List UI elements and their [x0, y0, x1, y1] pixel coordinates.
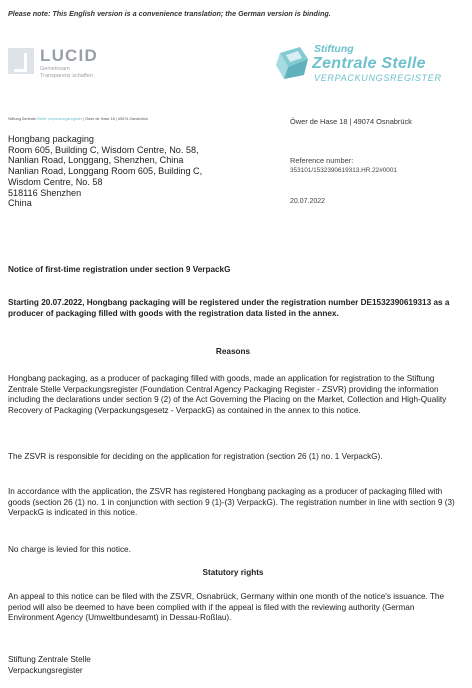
- statutory-rights-paragraph: An appeal to this notice can be filed with the ZSVR, Osnabrück, Germany within one month of the notice's issuance. The period will also be deemed to have been complied with if the appeal is filed with the reviewing authority (German Environment Agency (Umweltbundesamt) in Dessau-Roßlau).: [8, 592, 445, 623]
- translation-note: Please note: This English version is a convenience translation; the German version is binding.: [8, 9, 331, 18]
- recipient-line: Wisdom Centre, No. 58: [8, 176, 103, 187]
- signature-line-1: Stiftung Zentrale Stelle: [8, 655, 91, 664]
- recipient-line: Room 605, Building C, Wisdom Centre, No. 58,: [8, 144, 199, 155]
- lucid-logo-name: LUCID: [40, 46, 98, 65]
- reasons-paragraph-1: Hongbang packaging, as a producer of packaging filled with goods, made an application for registration to the Stiftung Zentrale Stelle Verpackungsregister (Foundation Central Agency Packaging Register - ZSVR) providing the information including the declarations under section 9 (2) of the Act Governing the Placing on the Market, Collection and High-Quality Recovery of Packaging (Verpackungsgesetz - VerpackG) as contained in the annex to this notice.: [8, 374, 447, 415]
- document-date: 20.07.2022: [290, 198, 326, 205]
- lucid-logo-tagline: [40, 66, 120, 79]
- reasons-paragraph-4: No charge is levied for this notice.: [8, 545, 131, 554]
- zsvr-logo-line-3: VERPACKUNGSREGISTER: [314, 73, 442, 83]
- recipient-line: Nanlian Road, Longgang, Shenzhen, China: [8, 155, 184, 166]
- signature-line-2: Verpackungsregister: [8, 665, 83, 675]
- zsvr-logo-line-2: Zentrale Stelle: [312, 55, 426, 72]
- signature-block: [8, 655, 458, 676]
- zsvr-logo: [276, 43, 464, 85]
- registration-decision: Starting 20.07.2022, Hongbang packaging will be registered under the registration number DE1532390619313 as a producer of packaging filled with goods with the registration data listed in the annex.: [8, 298, 450, 318]
- notice-title: Notice of first-time registration under section 9 VerpackG: [8, 265, 231, 274]
- recipient-address: [8, 134, 278, 209]
- recipient-line: Nanlian Road, Longgang Room 605, Building C,: [8, 166, 203, 177]
- reasons-heading: Reasons: [215, 347, 251, 356]
- recipient-line: China: [8, 198, 32, 209]
- reference-label: Reference number:: [290, 156, 354, 165]
- reference-number: 353101/1532390619313.HR.22#0001: [290, 167, 397, 174]
- lucid-logo-icon: [8, 48, 34, 74]
- sender-return-accent: Stelle Verpackungsregister: [36, 117, 83, 121]
- reasons-paragraph-2: The ZSVR is responsible for deciding on the application for registration (section 26 (1) no. 1 VerpackG).: [8, 452, 383, 461]
- sender-return-part-2: | Öwer de Hase 18 | 49074 Osnabrück: [83, 117, 148, 121]
- reasons-paragraph-3: In accordance with the application, the ZSVR has registered Hongbang packaging as a producer of packaging filled with goods (section 26 (1) no. 1 in conjunction with section 9 (1)-(3) VerpackG). The registration number in line with section 9 (3) VerpackG is indicated in this notice.: [8, 487, 455, 518]
- lucid-tagline-line-2: Transparenz schaffen: [40, 72, 93, 79]
- statutory-rights-heading: Statutory rights: [202, 568, 264, 577]
- sender-return-line: [8, 117, 148, 121]
- lucid-tagline-line-1: Gemeinsam: [40, 66, 70, 72]
- sender-address: Öwer de Hase 18 | 49074 Osnabrück: [290, 117, 412, 126]
- zsvr-logo-line-1: Stiftung: [314, 43, 354, 55]
- sender-return-part-1: Stiftung Zentrale: [8, 117, 36, 121]
- lucid-logo: [8, 48, 128, 82]
- recipient-line: 518116 Shenzhen: [8, 187, 82, 198]
- recipient-line: Hongbang packaging: [8, 134, 94, 144]
- zsvr-logo-icon: [276, 45, 312, 81]
